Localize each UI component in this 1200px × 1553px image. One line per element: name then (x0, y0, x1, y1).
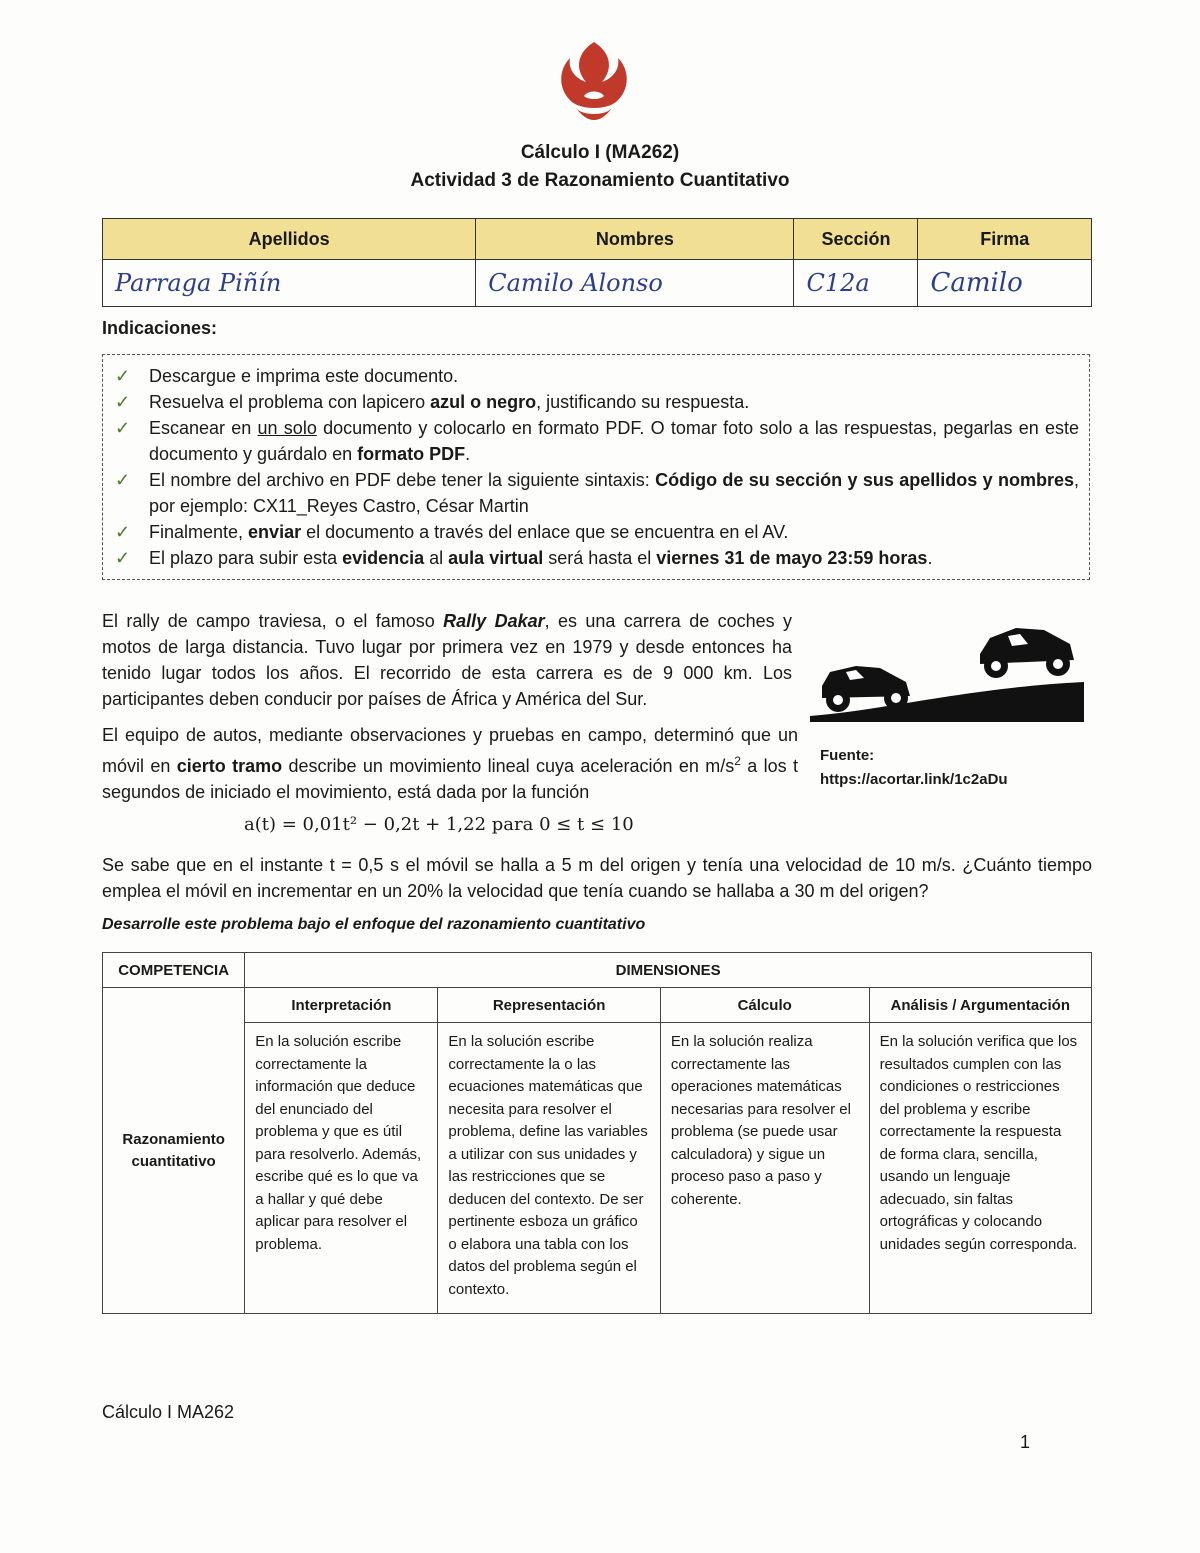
indicacion-item: ✓ El plazo para subir esta evidencia al aula virtual será hasta el viernes 31 de mayo 23:59 horas. (113, 545, 1079, 571)
indicacion-item: ✓ Escanear en un solo documento y colocarlo en formato PDF. O tomar foto solo a las respuestas, pegarlas en este documento y guárdalo en formato PDF. (113, 415, 1079, 467)
dimension-header: Análisis / Argumentación (869, 988, 1091, 1023)
university-logo (548, 38, 640, 128)
dimensiones-header: DIMENSIONES (245, 953, 1092, 988)
header-nombres: Nombres (476, 219, 794, 260)
fuente-url[interactable]: https://acortar.link/1c2aDu (820, 771, 1008, 788)
indicacion-item: ✓ Resuelva el problema con lapicero azul o negro, justificando su respuesta. (113, 389, 1079, 415)
checkmark-icon: ✓ (115, 418, 131, 438)
dimension-description: En la solución escribe correctamente la información que deduce del enunciado del problema y que es útil para resolverlo. Además, escribe qué es lo que va a hallar y qué debe aplicar para resolver el problema. (245, 1023, 438, 1314)
activity-title: Actividad 3 de Razonamiento Cuantitativo (410, 170, 790, 191)
problem-question: Se sabe que en el instante t = 0,5 s el móvil se halla a 5 m del origen y tenía una velocidad de 10 m/s. ¿Cuánto tiempo emplea el móvil en incrementar en un 20% la velocidad que tenía cuando se hallaba a 30 m del origen? (102, 855, 1092, 901)
dimension-description: En la solución realiza correctamente las operaciones matemáticas necesarias para resolver el problema (se puede usar calculadora) y sigue un proceso paso a paso y coherente. (660, 1023, 869, 1314)
checkmark-icon: ✓ (115, 470, 131, 490)
problem-intro: El rally de campo traviesa, o el famoso Rally Dakar, es una carrera de coches y motos de larga distancia. Tuvo lugar por primera vez en 1979 y desde entonces ha tenido lugar todos los años. El recorrido de esta carrera es de 9 000 km. Los participantes deben conducir por países de África y América del Sur. (102, 611, 793, 709)
seccion-value[interactable]: C12a (794, 260, 918, 307)
checkmark-icon: ✓ (115, 366, 131, 386)
indicacion-item: ✓ Descargue e imprima este documento. (113, 363, 1079, 389)
problem-acceleration: El equipo de autos, mediante observaciones y pruebas en campo, determinó que un móvil en cierto tramo describe un movimiento lineal cuya aceleración en $m/s^2$ a los t segundos de iniciado el movimiento, está dada por la función (102, 725, 798, 802)
rally-cars-illustration (806, 618, 1088, 724)
competencia-header: COMPETENCIA (103, 953, 245, 988)
checkmark-icon: ✓ (115, 392, 131, 412)
apellidos-value[interactable]: Parraga Piñín (103, 260, 476, 307)
dimension-header: Interpretación (245, 988, 438, 1023)
indicacion-item: ✓ El nombre del archivo en PDF debe tener la siguiente sintaxis: Código de su sección y sus apellidos y nombres, por ejemplo: CX11_Reyes Castro, César Martin (113, 467, 1079, 519)
rubric-table (102, 952, 1092, 1314)
footer-course: Cálculo I MA262 (102, 1402, 235, 1422)
header-seccion: Sección (794, 219, 918, 260)
dimension-description: En la solución verifica que los resultados cumplen con las condiciones o restricciones del problema y escribe correctamente la respuesta de forma clara, sencilla, usando un lenguaje adecuado, sin faltas ortográficas y colocando unidades según corresponda. (869, 1023, 1091, 1314)
firma-value[interactable]: Camilo (918, 260, 1092, 307)
fuente-label: Fuente: (820, 747, 875, 764)
dimension-header: Representación (438, 988, 660, 1023)
indicaciones-label: Indicaciones: (102, 318, 218, 338)
checkmark-icon: ✓ (115, 522, 131, 542)
nombres-value[interactable]: Camilo Alonso (476, 260, 794, 307)
indicaciones-box (102, 354, 1090, 580)
competencia-value: Razonamiento cuantitativo (103, 988, 245, 1314)
page-number: 1 (1020, 1432, 1031, 1452)
checkmark-icon: ✓ (115, 548, 131, 568)
student-info-table (102, 218, 1092, 307)
dimension-header: Cálculo (660, 988, 869, 1023)
dimension-description: En la solución escribe correctamente la o las ecuaciones matemáticas que necesita para resolver el problema, define las variables a utilizar con sus unidades y las restricciones que se deducen del contexto. De ser pertinente esboza un gráfico o elabora una tabla con los datos del problema según el contexto. (438, 1023, 660, 1314)
instruction-text: Desarrolle este problema bajo el enfoque del razonamiento cuantitativo (102, 916, 646, 933)
acceleration-formula: a(t) = 0,01t² − 0,2t + 1,22 para 0 ≤ t ≤ 10 (244, 814, 634, 835)
header-apellidos: Apellidos (103, 219, 476, 260)
indicacion-item: ✓ Finalmente, enviar el documento a través del enlace que se encuentra en el AV. (113, 519, 1079, 545)
course-title: Cálculo I (MA262) (520, 142, 680, 163)
image-source (820, 744, 1008, 792)
header-firma: Firma (918, 219, 1092, 260)
